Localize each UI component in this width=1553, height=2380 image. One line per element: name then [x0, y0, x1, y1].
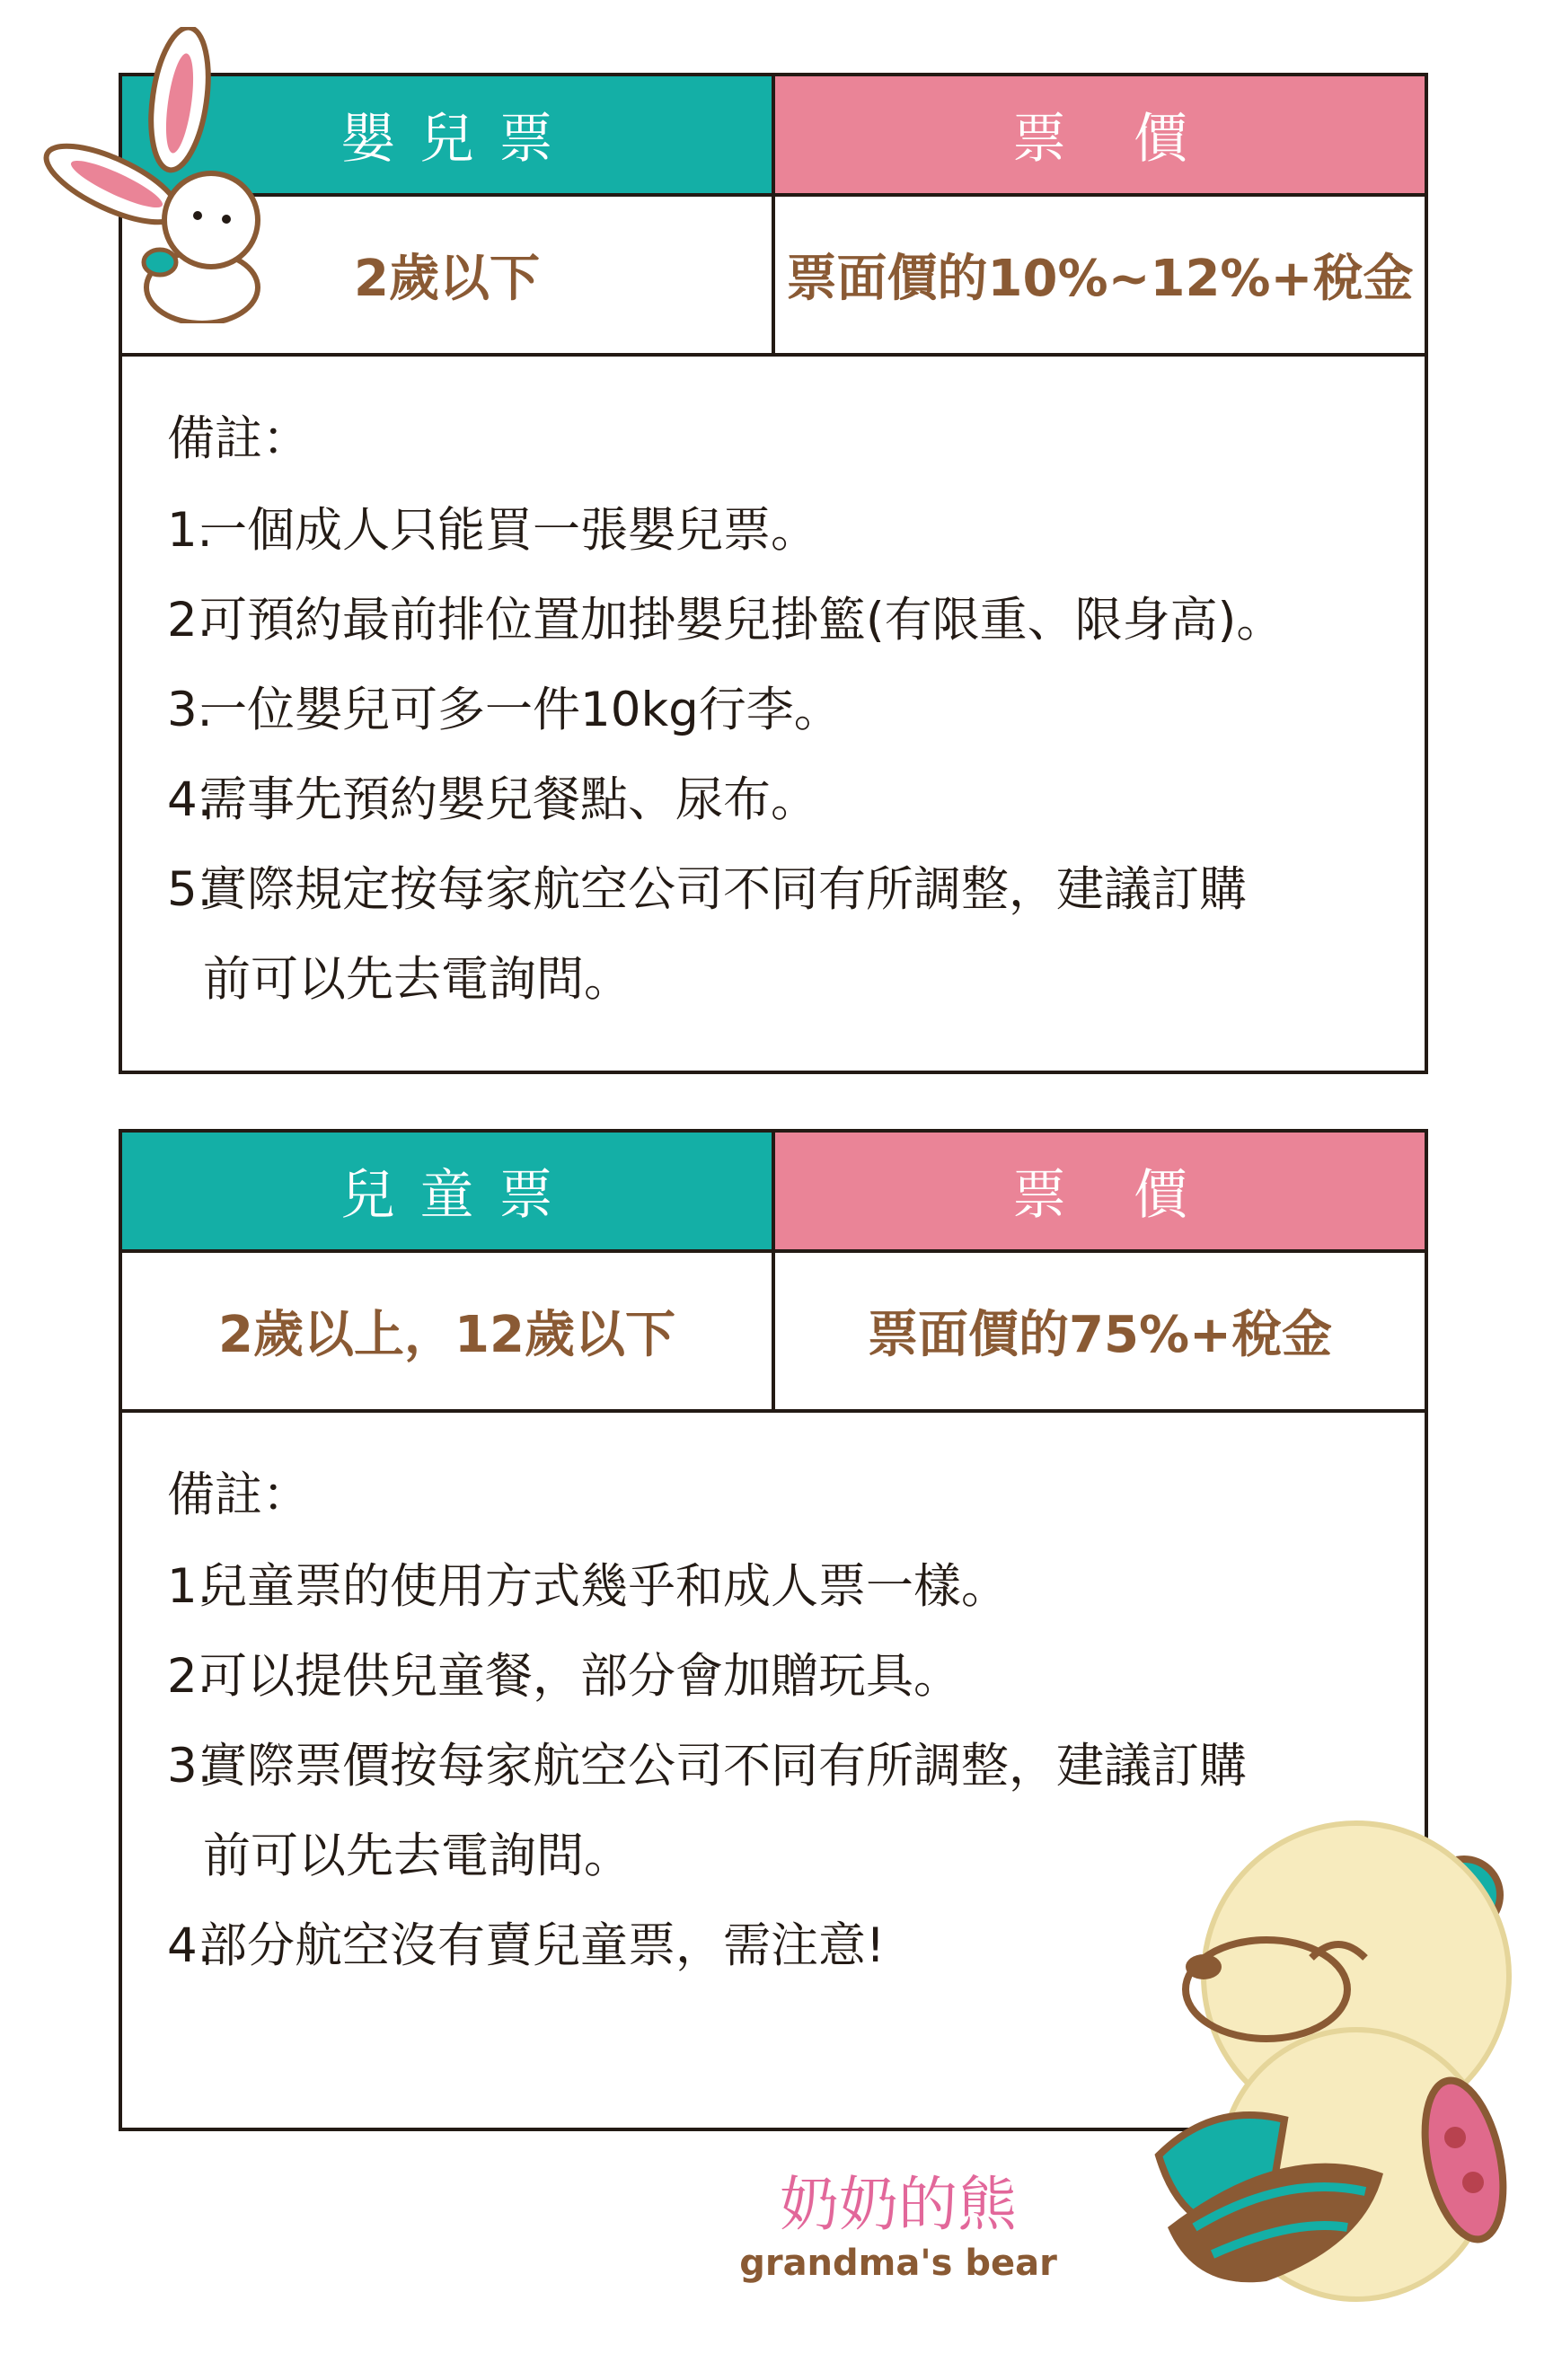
child-header-row — [122, 1133, 1425, 1253]
infant-value-row — [122, 197, 1425, 357]
infant-price-value: 票面價的10%~12%+稅金 — [786, 250, 1414, 308]
child-note-4: 4.部分航空沒有賣兒童票，需注意! — [167, 1918, 886, 1973]
infant-price-cell — [772, 197, 1425, 353]
infant-price-header-cell — [772, 76, 1425, 193]
logo-english: grandma's bear — [739, 2243, 1057, 2284]
infant-note-2: 2.可預約最前排位置加掛嬰兒掛籃(有限重、限身高)。 — [167, 593, 1284, 648]
infant-ticket-card — [119, 73, 1428, 1074]
child-header-label: 兒童票 — [340, 1164, 578, 1227]
infant-price-header-label: 票 價 — [1011, 108, 1213, 171]
infant-note-4: 4.需事先預約嬰兒餐點、尿布。 — [167, 772, 818, 827]
infant-header-row — [122, 76, 1425, 197]
child-note-3: 3.實際票價按每家航空公司不同有所調整，建議訂購 前可以先去電詢問。 — [167, 1739, 1247, 1883]
infant-note-5: 5.實際規定按每家航空公司不同有所調整，建議訂購 前可以先去電詢問。 — [167, 862, 1247, 1007]
infant-header-label: 嬰兒票 — [340, 108, 578, 171]
infant-notes — [122, 357, 1425, 1025]
child-header-cell — [122, 1133, 772, 1249]
child-notes-title: 備註： — [167, 1468, 310, 1522]
child-age-cell — [122, 1253, 772, 1409]
child-price-header-label: 票 價 — [1011, 1164, 1213, 1227]
bear-mascot-icon — [1087, 1805, 1518, 2308]
child-note-1: 1.兒童票的使用方式幾乎和成人票一樣。 — [167, 1559, 1009, 1614]
child-note-2: 2.可以提供兒童餐，部分會加贈玩具。 — [167, 1649, 961, 1704]
child-value-row — [122, 1253, 1425, 1413]
child-price-cell — [772, 1253, 1425, 1409]
infant-note-1: 1.一個成人只能買一張嬰兒票。 — [167, 503, 818, 558]
child-price-value: 票面價的75%+稅金 — [868, 1306, 1332, 1364]
child-price-header-cell — [772, 1133, 1425, 1249]
infant-note-3: 3.一位嬰兒可多一件10kg行李。 — [167, 683, 842, 737]
rabbit-mascot-icon — [27, 27, 260, 323]
child-age-value: 2歲以上，12歲以下 — [218, 1306, 675, 1364]
grandmas-bear-logo — [719, 2169, 1078, 2286]
infant-notes-title: 備註： — [167, 411, 310, 466]
logo-chinese: 奶奶的熊 — [780, 2170, 1017, 2239]
infant-age-value: 2歲以下 — [354, 250, 540, 308]
